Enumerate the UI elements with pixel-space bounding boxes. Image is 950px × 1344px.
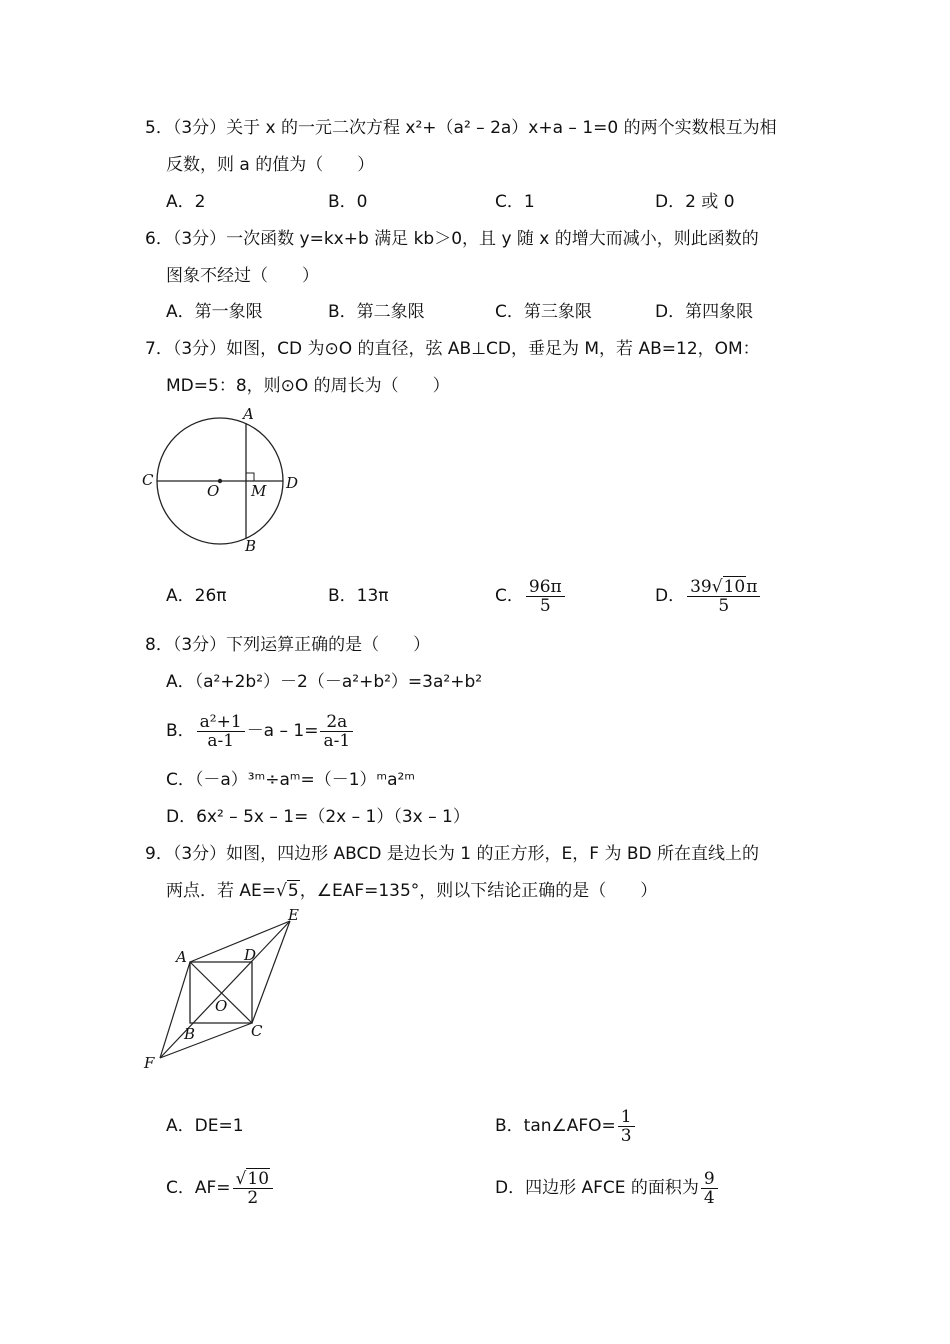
q9-d-fraction: [701, 1170, 718, 1207]
q8-option-a[interactable]: A．（a²+2b²）－2（－a²+b²）=3a²+b²: [166, 672, 483, 692]
q9-b-numerator: 1: [618, 1108, 635, 1127]
q7-option-d-fraction: [687, 578, 760, 615]
q7-d-denominator: 5: [718, 595, 730, 616]
segment-ce: [252, 921, 290, 1023]
label-a: A: [243, 405, 254, 423]
q5-stem-line2: 反数，则 a 的值为（ ）: [166, 155, 375, 175]
q9-c-numerator: √10: [233, 1170, 273, 1189]
label-o: O: [215, 997, 228, 1015]
label-o: O: [207, 482, 220, 500]
q5-option-d[interactable]: D．2 或 0: [655, 192, 735, 212]
q9-sqrt-5: 5: [287, 881, 299, 901]
label-f: F: [144, 1054, 155, 1072]
q9-option-c-prefix: C．AF=: [166, 1178, 231, 1198]
q7-c-denominator: 5: [539, 595, 551, 616]
q9-stem-line2: 两点．若 AE=√5，∠EAF=135°，则以下结论正确的是（ ）: [166, 881, 658, 901]
q9-b-fraction: [618, 1108, 635, 1145]
right-angle-mark: [246, 473, 254, 481]
label-b: B: [245, 537, 257, 555]
label-b: B: [184, 1025, 196, 1043]
q7-d-pi: π: [746, 576, 758, 597]
label-c: C: [251, 1022, 263, 1040]
label-d: D: [286, 474, 299, 492]
q8-b-num1: a²+1: [197, 713, 245, 732]
q9-option-d[interactable]: [495, 1164, 720, 1212]
q9-option-b-prefix: B．tan∠AFO=: [495, 1116, 616, 1136]
q9-option-c[interactable]: [166, 1164, 275, 1212]
q6-option-b[interactable]: B．第二象限: [328, 302, 425, 322]
segment-af: [160, 962, 190, 1058]
q9-option-d-prefix: D．四边形 AFCE 的面积为: [495, 1178, 699, 1198]
q9-d-denominator: 4: [703, 1187, 715, 1208]
q8-option-b-prefix: B．: [166, 721, 195, 741]
label-c: C: [142, 471, 154, 489]
q5-stem-line1: 5．（3分）关于 x 的一元二次方程 x²+（a² – 2a）x+a – 1=0 的两个实数根互为相: [145, 118, 777, 138]
q9-stem-line1: 9．（3分）如图，四边形 ABCD 是边长为 1 的正方形，E，F 为 BD 所在直线上的: [145, 844, 759, 864]
q6-option-c[interactable]: C．第三象限: [495, 302, 592, 322]
line-fe: [160, 921, 290, 1058]
q9-square-figure: [138, 905, 313, 1075]
q8-b-den1: a-1: [207, 730, 235, 751]
q8-b-fraction-1: [197, 713, 245, 750]
q7-d-coef: 39: [690, 576, 712, 597]
q7-option-c-fraction: [526, 578, 565, 615]
q8-b-fraction-2: [320, 713, 353, 750]
label-a: A: [176, 948, 187, 966]
q9-c-fraction: [233, 1170, 273, 1207]
q7-option-c[interactable]: [495, 572, 567, 620]
q6-option-a[interactable]: A．第一象限: [166, 302, 263, 322]
q7-d-numerator: 39√10π: [687, 578, 760, 597]
segment-ae: [190, 921, 290, 962]
q8-option-c[interactable]: C．（－a）³ᵐ÷aᵐ=（－1）ᵐa²ᵐ: [166, 770, 415, 790]
q7-option-d-prefix: D．: [655, 586, 686, 606]
q9-stem-part2: ，∠EAF=135°，则以下结论正确的是（ ）: [299, 881, 658, 901]
q7-stem-line1: 7．（3分）如图，CD 为⊙O 的直径，弦 AB⊥CD，垂足为 M，若 AB=12，OM：: [145, 339, 760, 359]
q9-c-denominator: 2: [247, 1187, 259, 1208]
label-e: E: [288, 906, 299, 924]
q9-b-denominator: 3: [620, 1125, 632, 1146]
label-m: M: [251, 482, 267, 500]
q7-d-radicand: 10: [723, 576, 746, 597]
q8-b-den2: a-1: [323, 730, 351, 751]
q7-circle-figure: [135, 400, 315, 560]
q7-option-d[interactable]: [655, 572, 762, 620]
q6-option-d[interactable]: D．第四象限: [655, 302, 754, 322]
q8-stem: 8．（3分）下列运算正确的是（ ）: [145, 635, 431, 655]
q8-b-num2: 2a: [320, 713, 353, 732]
q7-c-numerator: 96π: [526, 578, 565, 597]
q5-option-a[interactable]: A．2: [166, 192, 206, 212]
q8-b-middle: －a – 1=: [246, 721, 319, 741]
q9-option-a[interactable]: A．DE=1: [166, 1116, 244, 1136]
q5-option-b[interactable]: B．0: [328, 192, 368, 212]
segment-cf: [160, 1023, 252, 1058]
q7-option-c-prefix: C．: [495, 586, 524, 606]
q6-stem-line2: 图象不经过（ ）: [166, 266, 319, 286]
q8-option-b[interactable]: [166, 707, 355, 755]
q8-option-d[interactable]: D．6x² – 5x – 1=（2x – 1）（3x – 1）: [166, 807, 470, 827]
label-d: D: [244, 946, 257, 964]
q9-c-radicand: 10: [247, 1168, 270, 1189]
q7-option-b[interactable]: B．13π: [328, 586, 389, 606]
q9-option-b[interactable]: [495, 1102, 637, 1150]
q9-d-numerator: 9: [701, 1170, 718, 1189]
q6-stem-line1: 6．（3分）一次函数 y=kx+b 满足 kb＞0，且 y 随 x 的增大而减小，则此函数的: [145, 229, 759, 249]
q7-stem-line2: MD=5：8，则⊙O 的周长为（ ）: [166, 376, 450, 396]
q7-option-a[interactable]: A．26π: [166, 586, 227, 606]
q9-stem-part1: 两点．若 AE=: [166, 881, 277, 901]
q5-option-c[interactable]: C．1: [495, 192, 535, 212]
